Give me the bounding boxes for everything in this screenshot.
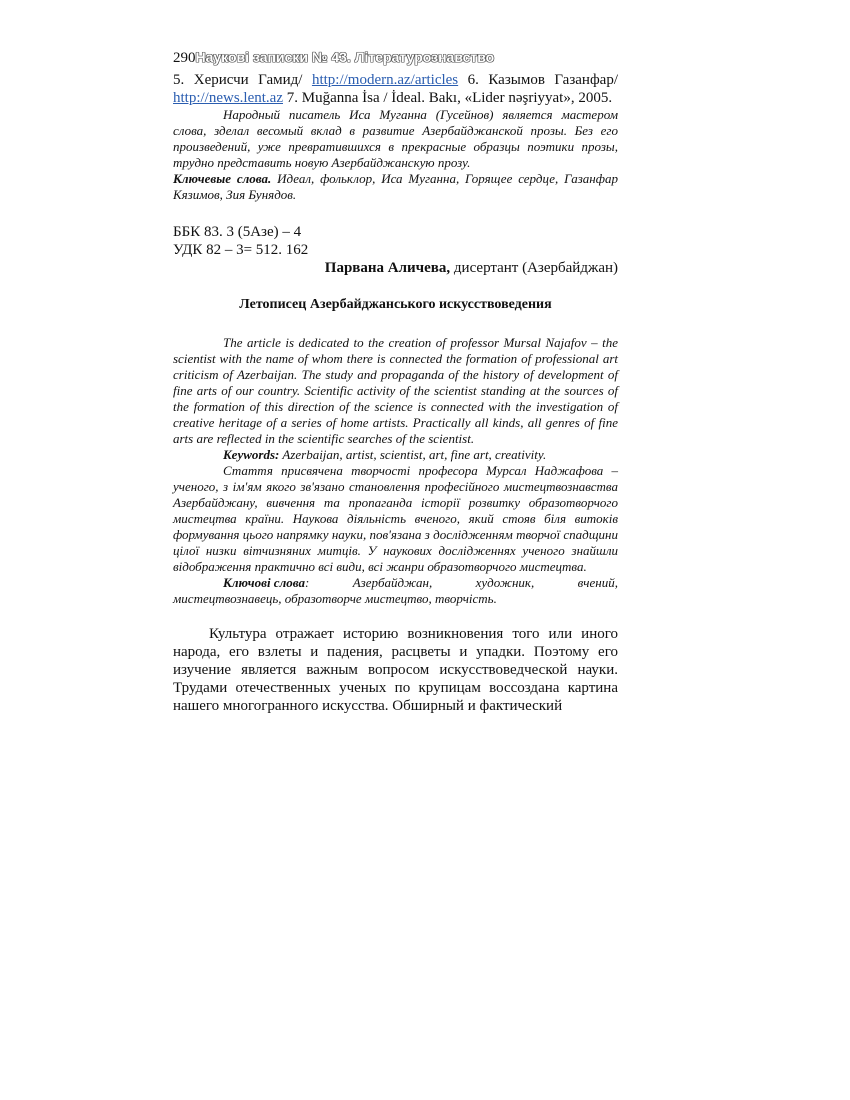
keyword-item: художник, [475,575,535,590]
keywords-text: Идеал, фольклор, Иса Муганна, Горящее сердце, Газанфар Кязимов, Зия Бунядов. [173,171,618,202]
reference-7: 7. Muğanna İsa / İdeal. Bakı, «Lider nəşriyyat», 2005. [286,90,613,106]
article-title: Летописец Азербайджанського искусствоведения [239,297,552,312]
keyword-item: Азербайджан, [352,575,433,590]
bbk-code: ББК 83. 3 (5Азе) – 4 [173,224,302,240]
udk-code: УДК 82 – 3= 512. 162 [173,242,309,258]
keywords-ukrainian-line1: Ключові слова: Азербайджан, художник, вчений, [223,575,618,590]
keywords-label: Ключевые слова. [173,171,272,186]
author-role: дисертант (Азербайджан) [450,260,618,276]
author-name: Парвана Аличева, [324,260,451,276]
keywords-english-label: Keywords: [223,447,280,462]
classification-codes [173,223,618,259]
keyword-item: вчений, [577,575,618,590]
author-line [173,259,618,277]
page-number: 290 [173,50,196,66]
reference-5-link[interactable]: http://modern.az/articles [311,72,459,88]
keywords-ukrainian-label: Ключові слова [223,575,305,590]
page-content [173,48,618,730]
abstract-english: The article is dedicated to the creation of professor Mursal Najafov – the scientist with the name of whom there is connected the formation of professional art criticism of Azerbaijan. The study and propaganda of the history of development of fine arts of our country. Scientific activity of the scientist standing at the sources of the formation of this direction of the science is connected with the investigation of creative heritage of a series of home artists. Practically all kinds, all genres of fine arts are reflected in the scientific searches of the scientist. [173,335,618,446]
journal-title: Наукові записки № 43. Літературознавство [195,49,495,65]
keywords-english [173,447,618,463]
reference-6: 6. Казымов Газанфар/ [467,72,618,88]
reference-5: 5. Херисчи Гамид/ [173,72,303,88]
keywords-english-text: Azerbaijan, artist, scientist, art, fine art, creativity. [279,447,547,462]
prev-article-abstract: Народный писатель Иса Муганна (Гусейнов) является мастером слова, зделал весомый вклад в развитие Азербайджанской прозы. Без его произведений, уже превратившихся в прекрасные образцы поэтики прозы, трудно представить новую Азербайджанскую прозу. [173,107,618,170]
reference-6-link[interactable]: http://news.lent.az [173,90,283,106]
references [173,71,618,107]
abstract-ukrainian: Стаття присвячена творчості професора Мурсал Наджафова – ученого, з ім'ям якого зв'язано становлення професійного мистецтвознавства Азербайджану, вивчення та пропаганда історії розвитку образотворчого мистецтва країни. Наукова діяльність вченого, який стояв біля витоків формування цього напрямку науки, пов'язана з дослідженням творчої спадщини цілої низки вітчизняних митців. У наукових дослідженнях ученого знайшли відображення практично всі види, всі жанри образотворчого мистецтва. [173,463,618,574]
prev-article-keywords [173,171,618,203]
body-paragraph: Культура отражает историю возникновения того или иного народа, его взлеты и падения, расцветы и упадки. Поэтому его изучение является важным вопросом искусствоведческой науки. Трудами отечественных ученых по крупицам воссоздана картина нашего многогранного искусства. Обширный и фактический [173,626,618,714]
keywords-ukrainian-line2: мистецтвознавець, образотворче мистецтво, творчість. [173,591,497,606]
running-head [173,48,618,67]
